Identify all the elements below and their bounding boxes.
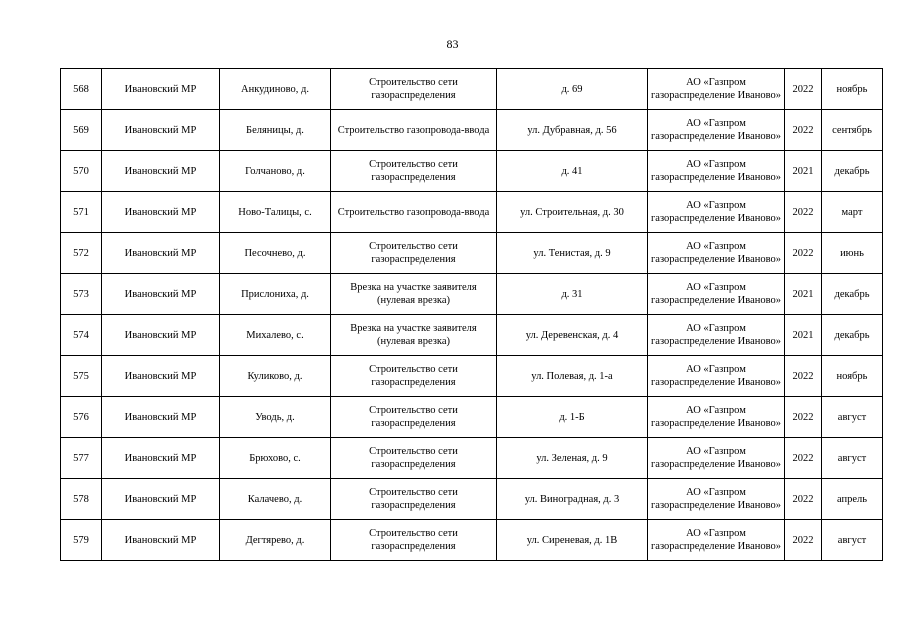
address-cell: ул. Деревенская, д. 4 (497, 315, 648, 356)
address-cell: д. 41 (497, 151, 648, 192)
year-cell: 2021 (785, 274, 822, 315)
organization-cell: АО «Газпром газораспределение Иваново» (648, 479, 785, 520)
row-number-cell: 576 (61, 397, 102, 438)
month-cell: март (822, 192, 883, 233)
address-cell: д. 31 (497, 274, 648, 315)
organization-cell: АО «Газпром газораспределение Иваново» (648, 192, 785, 233)
year-cell: 2022 (785, 438, 822, 479)
year-cell: 2022 (785, 397, 822, 438)
month-cell: август (822, 520, 883, 561)
table-body (61, 69, 883, 561)
page-number: 83 (446, 37, 459, 51)
locality-cell: Уводь, д. (220, 397, 331, 438)
locality-cell: Калачево, д. (220, 479, 331, 520)
month-cell: август (822, 438, 883, 479)
address-cell: ул. Сиреневая, д. 1В (497, 520, 648, 561)
month-cell: ноябрь (822, 69, 883, 110)
organization-cell: АО «Газпром газораспределение Иваново» (648, 110, 785, 151)
row-number-cell: 569 (61, 110, 102, 151)
locality-cell: Куликово, д. (220, 356, 331, 397)
table-row (61, 233, 883, 274)
district-cell: Ивановский МР (102, 69, 220, 110)
organization-cell: АО «Газпром газораспределение Иваново» (648, 438, 785, 479)
month-cell: ноябрь (822, 356, 883, 397)
organization-cell: АО «Газпром газораспределение Иваново» (648, 69, 785, 110)
work-type-cell: Строительство сети газораспределения (331, 397, 497, 438)
month-cell: апрель (822, 479, 883, 520)
row-number-cell: 570 (61, 151, 102, 192)
row-number-cell: 572 (61, 233, 102, 274)
table-row (61, 479, 883, 520)
locality-cell: Голчаново, д. (220, 151, 331, 192)
locality-cell: Прислониха, д. (220, 274, 331, 315)
year-cell: 2022 (785, 520, 822, 561)
year-cell: 2022 (785, 356, 822, 397)
table-row (61, 274, 883, 315)
organization-cell: АО «Газпром газораспределение Иваново» (648, 397, 785, 438)
month-cell: июнь (822, 233, 883, 274)
table-row (61, 438, 883, 479)
locality-cell: Анкудиново, д. (220, 69, 331, 110)
table-row (61, 69, 883, 110)
address-cell: ул. Тенистая, д. 9 (497, 233, 648, 274)
locality-cell: Беляницы, д. (220, 110, 331, 151)
locality-cell: Михалево, с. (220, 315, 331, 356)
address-cell: д. 1-Б (497, 397, 648, 438)
district-cell: Ивановский МР (102, 192, 220, 233)
work-type-cell: Строительство сети газораспределения (331, 151, 497, 192)
district-cell: Ивановский МР (102, 438, 220, 479)
district-cell: Ивановский МР (102, 479, 220, 520)
organization-cell: АО «Газпром газораспределение Иваново» (648, 151, 785, 192)
district-cell: Ивановский МР (102, 356, 220, 397)
work-type-cell: Строительство сети газораспределения (331, 520, 497, 561)
table-row (61, 192, 883, 233)
locality-cell: Песочнево, д. (220, 233, 331, 274)
year-cell: 2021 (785, 151, 822, 192)
work-type-cell: Врезка на участке заявителя (нулевая врезка) (331, 274, 497, 315)
table-row (61, 151, 883, 192)
row-number-cell: 573 (61, 274, 102, 315)
work-type-cell: Строительство сети газораспределения (331, 233, 497, 274)
address-cell: ул. Строительная, д. 30 (497, 192, 648, 233)
month-cell: сентябрь (822, 110, 883, 151)
address-cell: ул. Полевая, д. 1-а (497, 356, 648, 397)
work-type-cell: Строительство сети газораспределения (331, 438, 497, 479)
locality-cell: Брюхово, с. (220, 438, 331, 479)
address-cell: д. 69 (497, 69, 648, 110)
district-cell: Ивановский МР (102, 151, 220, 192)
district-cell: Ивановский МР (102, 520, 220, 561)
work-type-cell: Строительство сети газораспределения (331, 356, 497, 397)
address-cell: ул. Дубравная, д. 56 (497, 110, 648, 151)
table-row (61, 315, 883, 356)
month-cell: декабрь (822, 315, 883, 356)
district-cell: Ивановский МР (102, 315, 220, 356)
work-type-cell: Строительство сети газораспределения (331, 69, 497, 110)
organization-cell: АО «Газпром газораспределение Иваново» (648, 356, 785, 397)
table-row (61, 520, 883, 561)
year-cell: 2022 (785, 192, 822, 233)
row-number-cell: 574 (61, 315, 102, 356)
month-cell: декабрь (822, 151, 883, 192)
district-cell: Ивановский МР (102, 397, 220, 438)
row-number-cell: 575 (61, 356, 102, 397)
address-cell: ул. Зеленая, д. 9 (497, 438, 648, 479)
year-cell: 2022 (785, 69, 822, 110)
district-cell: Ивановский МР (102, 233, 220, 274)
table-row (61, 356, 883, 397)
table-row (61, 110, 883, 151)
work-type-cell: Строительство сети газораспределения (331, 479, 497, 520)
month-cell: август (822, 397, 883, 438)
year-cell: 2022 (785, 110, 822, 151)
address-cell: ул. Виноградная, д. 3 (497, 479, 648, 520)
row-number-cell: 568 (61, 69, 102, 110)
year-cell: 2021 (785, 315, 822, 356)
organization-cell: АО «Газпром газораспределение Иваново» (648, 315, 785, 356)
row-number-cell: 577 (61, 438, 102, 479)
district-cell: Ивановский МР (102, 274, 220, 315)
work-type-cell: Врезка на участке заявителя (нулевая врезка) (331, 315, 497, 356)
locality-cell: Дегтярево, д. (220, 520, 331, 561)
year-cell: 2022 (785, 479, 822, 520)
month-cell: декабрь (822, 274, 883, 315)
work-type-cell: Строительство газопровода-ввода (331, 192, 497, 233)
organization-cell: АО «Газпром газораспределение Иваново» (648, 233, 785, 274)
district-cell: Ивановский МР (102, 110, 220, 151)
locality-cell: Ново-Талицы, с. (220, 192, 331, 233)
table-row (61, 397, 883, 438)
row-number-cell: 571 (61, 192, 102, 233)
work-type-cell: Строительство газопровода-ввода (331, 110, 497, 151)
row-number-cell: 579 (61, 520, 102, 561)
gasification-table (60, 68, 883, 561)
year-cell: 2022 (785, 233, 822, 274)
organization-cell: АО «Газпром газораспределение Иваново» (648, 274, 785, 315)
row-number-cell: 578 (61, 479, 102, 520)
organization-cell: АО «Газпром газораспределение Иваново» (648, 520, 785, 561)
